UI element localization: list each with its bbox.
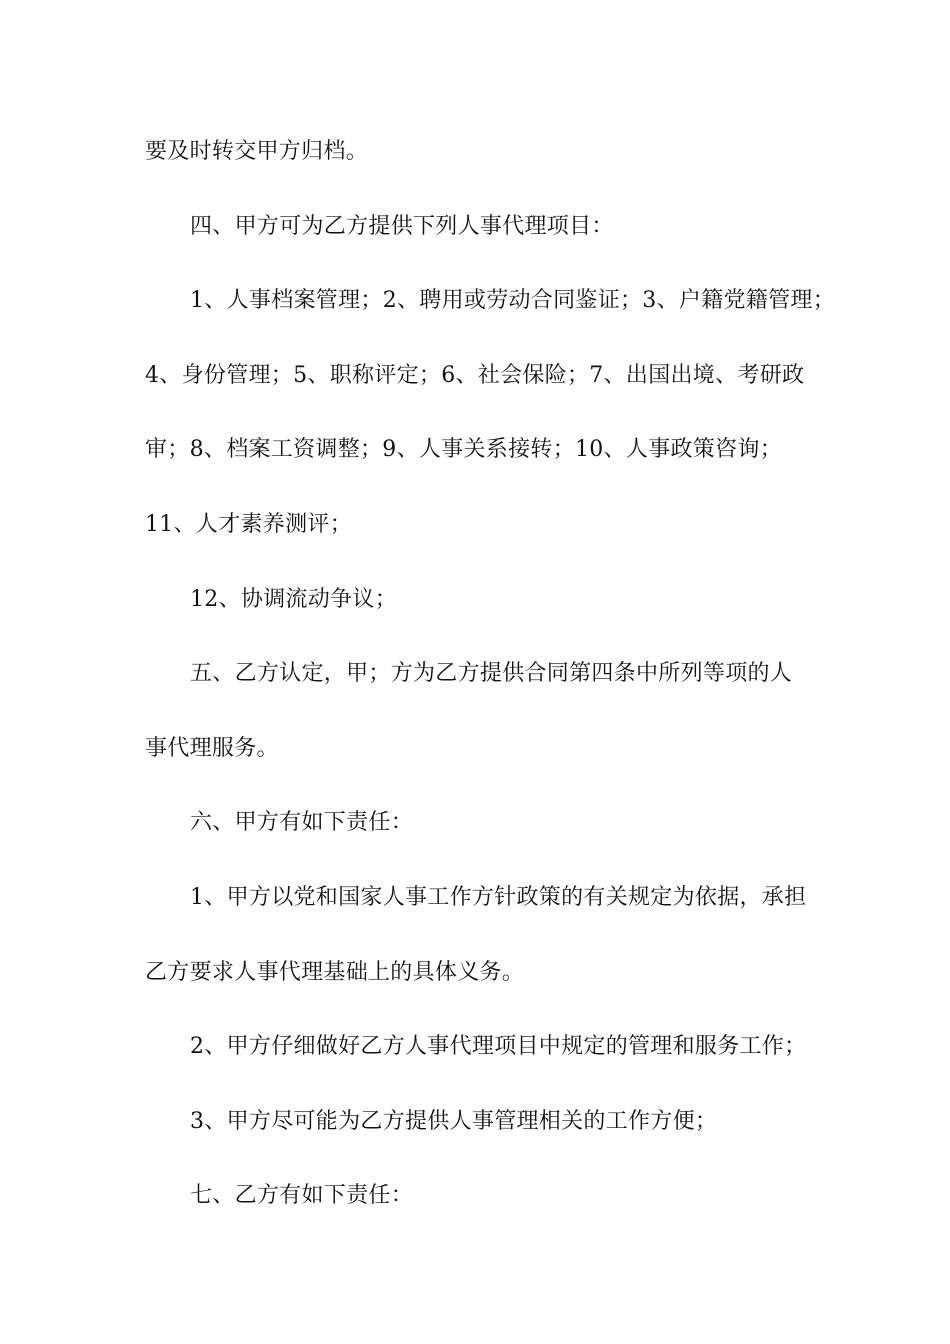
duty-1-line-1: 1、甲方以党和国家人事工作方针政策的有关规定为依据，承担 — [190, 885, 807, 910]
agency-item-11: 11、人才素养测评； — [145, 512, 352, 537]
section-five-line-2: 事代理服务。 — [145, 736, 279, 761]
agency-items-line-2: 4、身份管理；5、职称评定；6、社会保险；7、出国出境、考研政 — [145, 363, 805, 388]
duty-1-line-2: 乙方要求人事代理基础上的具体义务。 — [145, 960, 525, 985]
duty-3: 3、甲方尽可能为乙方提供人事管理相关的工作方便； — [190, 1109, 718, 1134]
section-five-line-1: 五、乙方认定，甲；方为乙方提供合同第四条中所列等项的人 — [190, 661, 793, 686]
duty-2: 2、甲方仔细做好乙方人事代理项目中规定的管理和服务工作； — [190, 1034, 807, 1059]
agency-items-line-3: 审；8、档案工资调整；9、人事关系接转；10、人事政策咨询； — [145, 437, 782, 462]
section-six-heading: 六、甲方有如下责任： — [190, 810, 414, 835]
section-four-heading: 四、甲方可为乙方提供下列人事代理项目： — [190, 214, 614, 239]
section-seven-heading: 七、乙方有如下责任： — [190, 1183, 414, 1208]
text-line-continuation: 要及时转交甲方归档。 — [145, 139, 369, 164]
agency-items-line-1: 1、人事档案管理；2、聘用或劳动合同鉴证；3、户籍党籍管理； — [190, 288, 835, 313]
agency-item-12: 12、协调流动争议； — [190, 587, 397, 612]
